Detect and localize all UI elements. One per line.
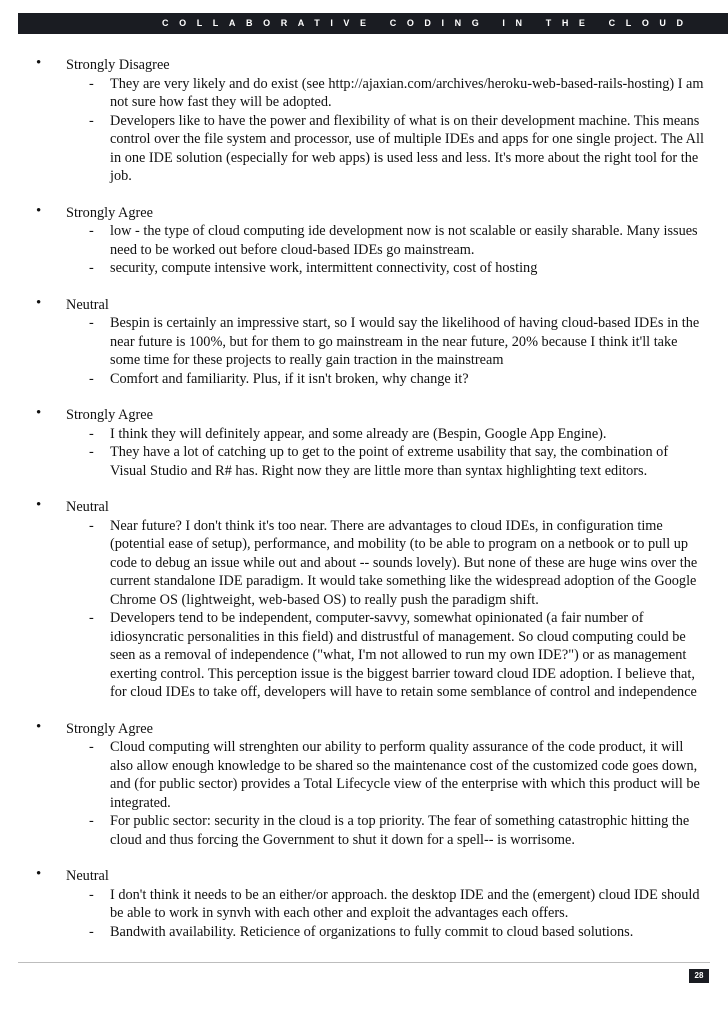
response-point-text: I don't think it needs to be an either/or approach. the desktop IDE and the (emergent) cloud IDE should be able to work in synvh with each other and exploit the advantages each offers.: [110, 886, 700, 921]
bullet-icon: •: [36, 294, 42, 311]
dash-icon: -: [89, 923, 94, 940]
dash-icon: -: [89, 75, 94, 92]
dash-icon: -: [89, 444, 94, 460]
response-point-text: Bespin is certainly an impressive start, so I would say the likelihood of having cloud-based IDEs in the near future is 100%, but for them to go mainstream in the near future, 20% because I think it'll take some time for these projects to really gain traction in the mainstream: [110, 315, 700, 368]
bullet-icon: •: [36, 866, 42, 882]
response-point-text: Comfort and familiarity. Plus, if it isn't broken, why change it?: [110, 370, 469, 387]
bullet-icon: •: [36, 718, 42, 735]
response-rating: Strongly Agree: [66, 720, 153, 737]
response-rating: Strongly Disagree: [66, 57, 170, 73]
response-point: [0, 609, 728, 702]
dash-icon: -: [89, 886, 94, 903]
response-point: [0, 738, 728, 812]
dash-icon: -: [89, 223, 94, 239]
dash-icon: -: [89, 112, 94, 129]
response-item: [0, 296, 728, 389]
response-point: [0, 259, 728, 278]
response-point: [0, 812, 728, 849]
bullet-icon: •: [36, 497, 42, 513]
header-bar: [18, 13, 728, 34]
response-point: [0, 75, 728, 112]
footer-divider: [18, 962, 710, 963]
response-point-text: Near future? I don't think it's too near. There are advantages to cloud IDEs, in configuration time (potential ease of setup), performance, and mobility (to be able to program on a netbook or to pull up code to debug an issue while out and about -- sounds lovely). But none of these are huge wins over the current standalone IDE paradigm. It would take something like the widespread adoption of the Google Chrome OS (lightweight, web-based OS) to really push the paradigm shift.: [110, 517, 698, 608]
response-rating: Neutral: [66, 868, 109, 884]
response-point: [0, 112, 728, 186]
bullet-icon: •: [36, 405, 42, 421]
response-point-text: I think they will definitely appear, and some already are (Bespin, Google App Engine).: [110, 425, 607, 442]
response-item: [0, 498, 728, 702]
response-item: [0, 406, 728, 480]
page-number: 28: [689, 969, 709, 983]
dash-icon: -: [89, 260, 94, 276]
bullet-icon: •: [36, 202, 42, 219]
document-title: COLLABORATIVE CODING IN THE CLOUD: [162, 18, 694, 28]
response-point-text: Bandwith availability. Reticience of organizations to fully commit to cloud based solutions.: [110, 923, 634, 940]
response-point-text: Developers tend to be independent, computer-savvy, somewhat opinionated (a fair number of idiosyncratic personalities in this field) and distrustful of management. So cloud computing could be seen as a removal of independence ("what, I'm not allowed to run my own IDE?") or as management exerting control. This perception issue is the biggest barrier toward cloud IDE adoption. I believe that, for cloud IDEs to take off, developers will have to retain some semblance of control and independence: [110, 610, 697, 700]
dash-icon: -: [89, 370, 94, 387]
response-point: [0, 923, 728, 942]
dash-icon: -: [89, 739, 94, 755]
response-item: [0, 720, 728, 850]
response-point-text: They have a lot of catching up to get to the point of extreme usability that say, the combination of Visual Studio and R# has. Right now they are little more than syntax highlighting text editors.: [110, 444, 669, 479]
response-point: [0, 517, 728, 610]
response-point-text: security, compute intensive work, intermittent connectivity, cost of hosting: [110, 260, 538, 276]
response-item: [0, 867, 728, 941]
dash-icon: -: [89, 610, 94, 626]
dash-icon: -: [89, 813, 94, 829]
response-point-text: Cloud computing will strenghten our ability to perform quality assurance of the code product, it will also allow enough knowledge to be shared so the maintenance cost of the customized code goes down, and (for public sector) provides a Total Lifecycle view of the enterprise with which this product will be integrated.: [110, 739, 700, 811]
response-rating: Neutral: [66, 296, 109, 313]
response-point: [0, 425, 728, 444]
response-point: [0, 443, 728, 480]
response-rating: Strongly Agree: [66, 407, 153, 423]
response-rating: Neutral: [66, 499, 109, 515]
response-rating: Strongly Agree: [66, 204, 153, 221]
response-item: [0, 204, 728, 278]
bullet-icon: •: [36, 55, 42, 71]
survey-responses: [0, 56, 728, 959]
response-point-text: Developers like to have the power and flexibility of what is on their development machine. This means control over the file system and processor, use of multiple IDEs and apps for one single project. The All in one IDE solution (especially for web apps) is used less and less. It's more about the right tool for the job.: [110, 112, 704, 184]
response-point-text: They are very likely and do exist (see http://ajaxian.com/archives/heroku-web-based-rails-hosting) I am not sure how fast they will be adopted.: [110, 75, 704, 110]
response-point-text: For public sector: security in the cloud is a top priority. The fear of something catastrophic hitting the cloud and thus forcing the Government to shut it down for a spell-- is worrisome.: [110, 813, 690, 848]
dash-icon: -: [89, 517, 94, 534]
response-point: [0, 886, 728, 923]
response-point: [0, 222, 728, 259]
dash-icon: -: [89, 315, 94, 331]
response-point: [0, 370, 728, 389]
response-point-text: low - the type of cloud computing ide development now is not scalable or easily sharable. Many issues need to be worked out before cloud-based IDEs go mainstream.: [110, 223, 698, 258]
dash-icon: -: [89, 425, 94, 442]
response-item: [0, 56, 728, 186]
response-point: [0, 314, 728, 370]
